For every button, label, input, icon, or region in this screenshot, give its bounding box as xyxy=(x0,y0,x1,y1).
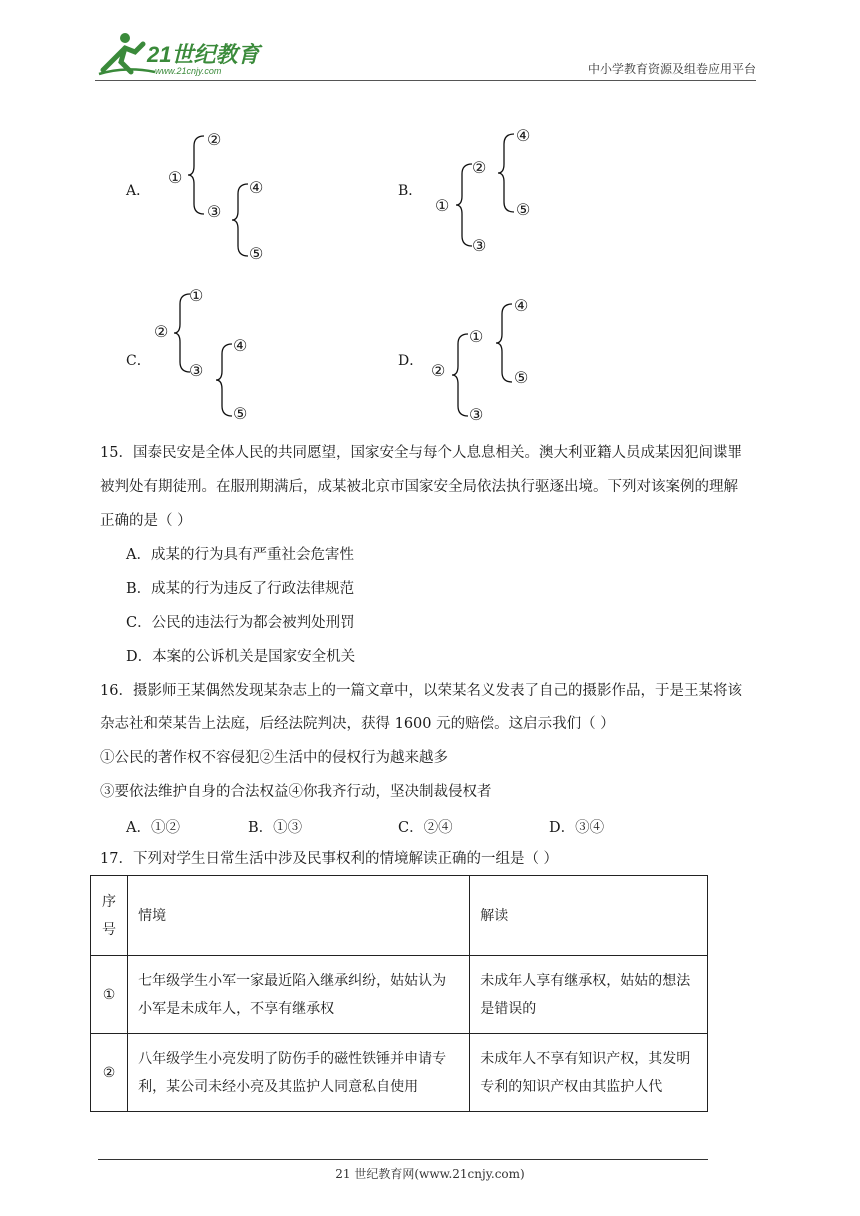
option-letter: C． xyxy=(126,353,151,369)
table-header-row xyxy=(91,876,708,956)
row-interpretation: 未成年人享有继承权，姑姑的想法是错误的 xyxy=(470,956,708,1034)
q17-stem: 17．下列对学生日常生活中涉及民事权利的情境解读正确的一组是（ ） xyxy=(100,851,559,867)
site-logo xyxy=(95,30,265,80)
platform-name: 中小学教育资源及组卷应用平台 xyxy=(587,62,756,76)
node-top: ② xyxy=(207,130,222,149)
option-letter: B． xyxy=(398,183,423,199)
footer-text: 21 世纪教育网(www.21cnjy.com) xyxy=(335,1167,525,1181)
node-top: ① xyxy=(469,327,484,346)
node-sub-bottom: ⑤ xyxy=(514,368,529,387)
row-no: ② xyxy=(91,1034,128,1112)
q15-option-b: B．成某的行为违反了行政法律规范 xyxy=(126,581,355,597)
q15-option-a: A．成某的行为具有严重社会危害性 xyxy=(126,547,354,563)
node-root: ② xyxy=(154,322,169,341)
row-interpretation: 未成年人不享有知识产权，其发明专利的知识产权由其监护人代 xyxy=(470,1034,708,1112)
node-sub-top: ④ xyxy=(516,126,531,145)
q16-option-c: C．②④ xyxy=(398,820,453,836)
q15-stem-line: 被判处有期徒刑。在服刑期满后，成某被北京市国家安全局依法执行驱逐出境。下列对该案例的理解 xyxy=(100,479,738,495)
q17-table xyxy=(90,875,708,1112)
header-no: 序号 xyxy=(91,876,128,956)
node-sub-bottom: ⑤ xyxy=(249,244,264,263)
header-interpretation: 解读 xyxy=(470,876,708,956)
q16-statement-line: ③要依法维护自身的合法权益④你我齐行动，坚决制裁侵权者 xyxy=(100,784,492,800)
q15-stem-line: 15．国泰民安是全体人民的共同愿望，国家安全与每个人息息相关。澳大利亚籍人员成某因犯间谍罪 xyxy=(100,445,742,461)
q15-option-d: D．本案的公诉机关是国家安全机关 xyxy=(126,649,356,665)
header-scenario: 情境 xyxy=(128,876,470,956)
q16-statement-line: ①公民的著作权不容侵犯②生活中的侵权行为越来越多 xyxy=(100,750,448,766)
node-sub-top: ④ xyxy=(249,178,264,197)
footer-divider xyxy=(98,1159,708,1160)
brace-icon xyxy=(454,160,474,250)
brace-icon xyxy=(230,180,250,260)
q15-option-c: C．公民的违法行为都会被判处刑罚 xyxy=(126,615,355,631)
logo-text: 21世纪教育 xyxy=(147,42,260,67)
q15-stem-line: 正确的是（ ） xyxy=(100,513,192,529)
brace-icon xyxy=(496,130,516,216)
option-letter: A． xyxy=(126,183,151,199)
node-root: ① xyxy=(435,196,450,215)
row-no: ① xyxy=(91,956,128,1034)
q16-option-b: B．①③ xyxy=(248,820,303,836)
q16-stem-line: 16．摄影师王某偶然发现某杂志上的一篇文章中，以荣某名义发表了自己的摄影作品，于是王某将该 xyxy=(100,683,742,699)
node-sub-top: ④ xyxy=(514,296,529,315)
q16-stem-line: 杂志社和荣某告上法庭，后经法院判决，获得 1600 元的赔偿。这启示我们（ ） xyxy=(100,716,615,732)
table-row xyxy=(91,1034,708,1112)
header-divider xyxy=(95,80,756,81)
node-mid: ③ xyxy=(207,202,222,221)
node-root: ① xyxy=(168,168,183,187)
node-top: ① xyxy=(189,286,204,305)
node-top: ② xyxy=(472,158,487,177)
brace-icon xyxy=(214,340,234,420)
node-mid: ③ xyxy=(189,361,204,380)
node-sub-bottom: ⑤ xyxy=(233,404,248,423)
node-sub-top: ④ xyxy=(233,336,248,355)
table-row xyxy=(91,956,708,1034)
q16-option-a: A．①② xyxy=(126,820,180,836)
row-scenario: 七年级学生小军一家最近陷入继承纠纷，姑姑认为小军是未成年人，不享有继承权 xyxy=(128,956,470,1034)
node-root: ② xyxy=(431,361,446,380)
brace-icon xyxy=(494,300,514,386)
brace-icon xyxy=(450,330,470,420)
q16-option-d: D．③④ xyxy=(549,820,605,836)
option-letter: D． xyxy=(398,353,424,369)
node-sub-bottom: ⑤ xyxy=(516,200,531,219)
row-scenario: 八年级学生小亮发明了防伤手的磁性铁锤并申请专利，某公司未经小亮及其监护人同意私自使用 xyxy=(128,1034,470,1112)
node-bottom: ③ xyxy=(469,405,484,424)
brace-icon xyxy=(186,132,206,218)
node-bottom: ③ xyxy=(472,236,487,255)
logo-url: www.21cnjy.com xyxy=(155,66,222,76)
